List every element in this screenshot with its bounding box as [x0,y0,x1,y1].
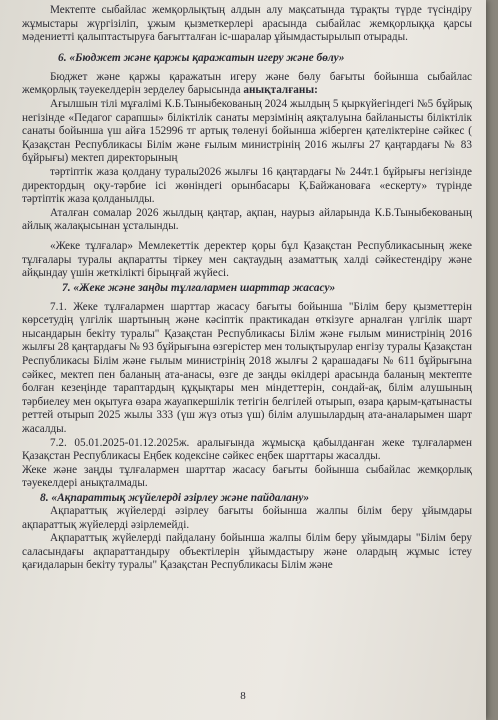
intro-paragraph: Мектепте сыбайлас жемқорлықтың алдын алу мақсатында тұрақты түрде түсіндіру жұмыстары жүргізіліп, ұжым қызметкерлері арасында сыбайлас жемқорлыққа қарсы мәдениетті қалыптастыруға бағытталған іс-шаралар ұйымдастырылып отырады. [22,4,472,44]
section-6-paragraph-1 [22,71,472,98]
page-number: 8 [240,690,246,702]
section-7-paragraph-3: Жеке және заңды тұлғалармен шарттар жасасу бағыты бойынша сыбайлас жемқорлық тәуекелдері анықталмады. [22,463,472,490]
section-7-paragraph-1: 7.1. Жеке тұлғалармен шарттар жасасу бағыты бойынша "Білім беру қызметтерін көрсетудің үлгілік шартының және кәсіптік практикадан өткізуге арналған үлгілік шарт нысандарын бекіту туралы" Қазақстан Республикасы Білім және ғылым министрінің 2016 жылғы 28 қаңтардағы № 93 бұйрығына өзгерістер мен толықтырулар енгізу туралы Қазақстан Республикасы Білім және ғылым министрінің 2018 жылғы 2 қарашадағы № 611 бұйрығына сәйкес, мектеп пен баланың ата-анасы, өзге де заңды өкілдері арасында баланың мектепте болған кезеңінде тараптардың құқықтары мен міндеттерін, сондай-ақ, білім алушының тәрбиелеу мен оқытуға өзара жауапкершілік тетігін белгілей отырып, өзара қарым-қатынасты реттей отырып 2025 жылы 333 (үш жүз отыз үш) білім алушылардың ата-аналарымен шарт жасалды. [22,300,472,436]
section-8-paragraph-2: Ақпараттық жүйелерді пайдалану бойынша жалпы білім беру ұйымдары "Білім беру саласындағы ақпараттандыру объектілерін ұйымдастыру және олардың жұмыс істеу қағидаларын бекіту туралы" Қазақстан Республикасы Білім және [22,532,472,572]
section-7-heading: 7. «Жеке және заңды тұлғалармен шарттар жасасу» [62,281,336,294]
section-7-paragraph-2: 7.2. 05.01.2025-01.12.2025ж. аралығында жұмысқа қабылданған жеке тұлғалармен Қазақстан Республикасы Еңбек кодексіне сәйкес еңбек шарттары жасалды. [22,436,472,463]
section-6-paragraph-5: «Жеке тұлғалар» Мемлекеттік деректер қоры бұл Қазақстан Республикасының жеке тұлғалары туралы ақпаратты тіркеу мен сақтаудың азаматтық халді сәйкестендіру және айқындау үшін жеткілікті бірыңғай жүйесі. [22,239,472,280]
section-6-findings-label: анықталғаны: [243,84,318,97]
section-8-heading: 8. «Ақпараттық жүйелерді әзірлеу және пайдалану» [40,492,310,504]
section-6-paragraph-4: Аталған сомалар 2026 жылдың қаңтар, ақпан, наурыз айларында К.Б.Тыныбекованың айлық жалақысынан ұсталынды. [22,206,472,233]
document-body [22,4,472,573]
section-6-heading: 6. «Бюджет және қаржы қаражатын игеру және бөлу» [58,51,345,64]
section-6-lead-text: Бюджет және қаржы қаражатын игеру және бөлу бағыты бойынша сыбайлас жемқорлық тәуекелдерін зерделеу барысында [22,70,472,97]
section-8-paragraph-1: Ақпараттық жүйелерді әзірлеу бағыты бойынша жалпы білім беру ұйымдары ақпараттық жүйелерді әзірлемейді. [22,505,472,531]
section-6-paragraph-3: тәртіптік жаза қолдану туралы2026 жылғы 16 қаңтардағы № 244т.1 бұйрығы негізінде директордың оқу-тәрбие ісі жөніндегі орынбасары Қ.Байжановаға «ескерту» түрінде тәртіптік жаза қолданылды. [22,165,472,206]
section-6-paragraph-2: Ағылшын тілі мұғалімі К.Б.Тыныбекованың 2024 жылдың 5 қыркүйегіндегі №5 бұйрық негізінде «Педагог сарапшы» біліктілік санаты мерзімінің аяқталуына байланысты біліктілік санаты бойынша үш айға 152996 тг артық төленуі бойынша жіберген қателіктеріне сәйкес ( Қазақстан Республикасы Білім және ғылым министрінің 2016 жылғы 27 қаңтардағы № 83 бұйрығы) мектеп директорының [22,97,472,165]
